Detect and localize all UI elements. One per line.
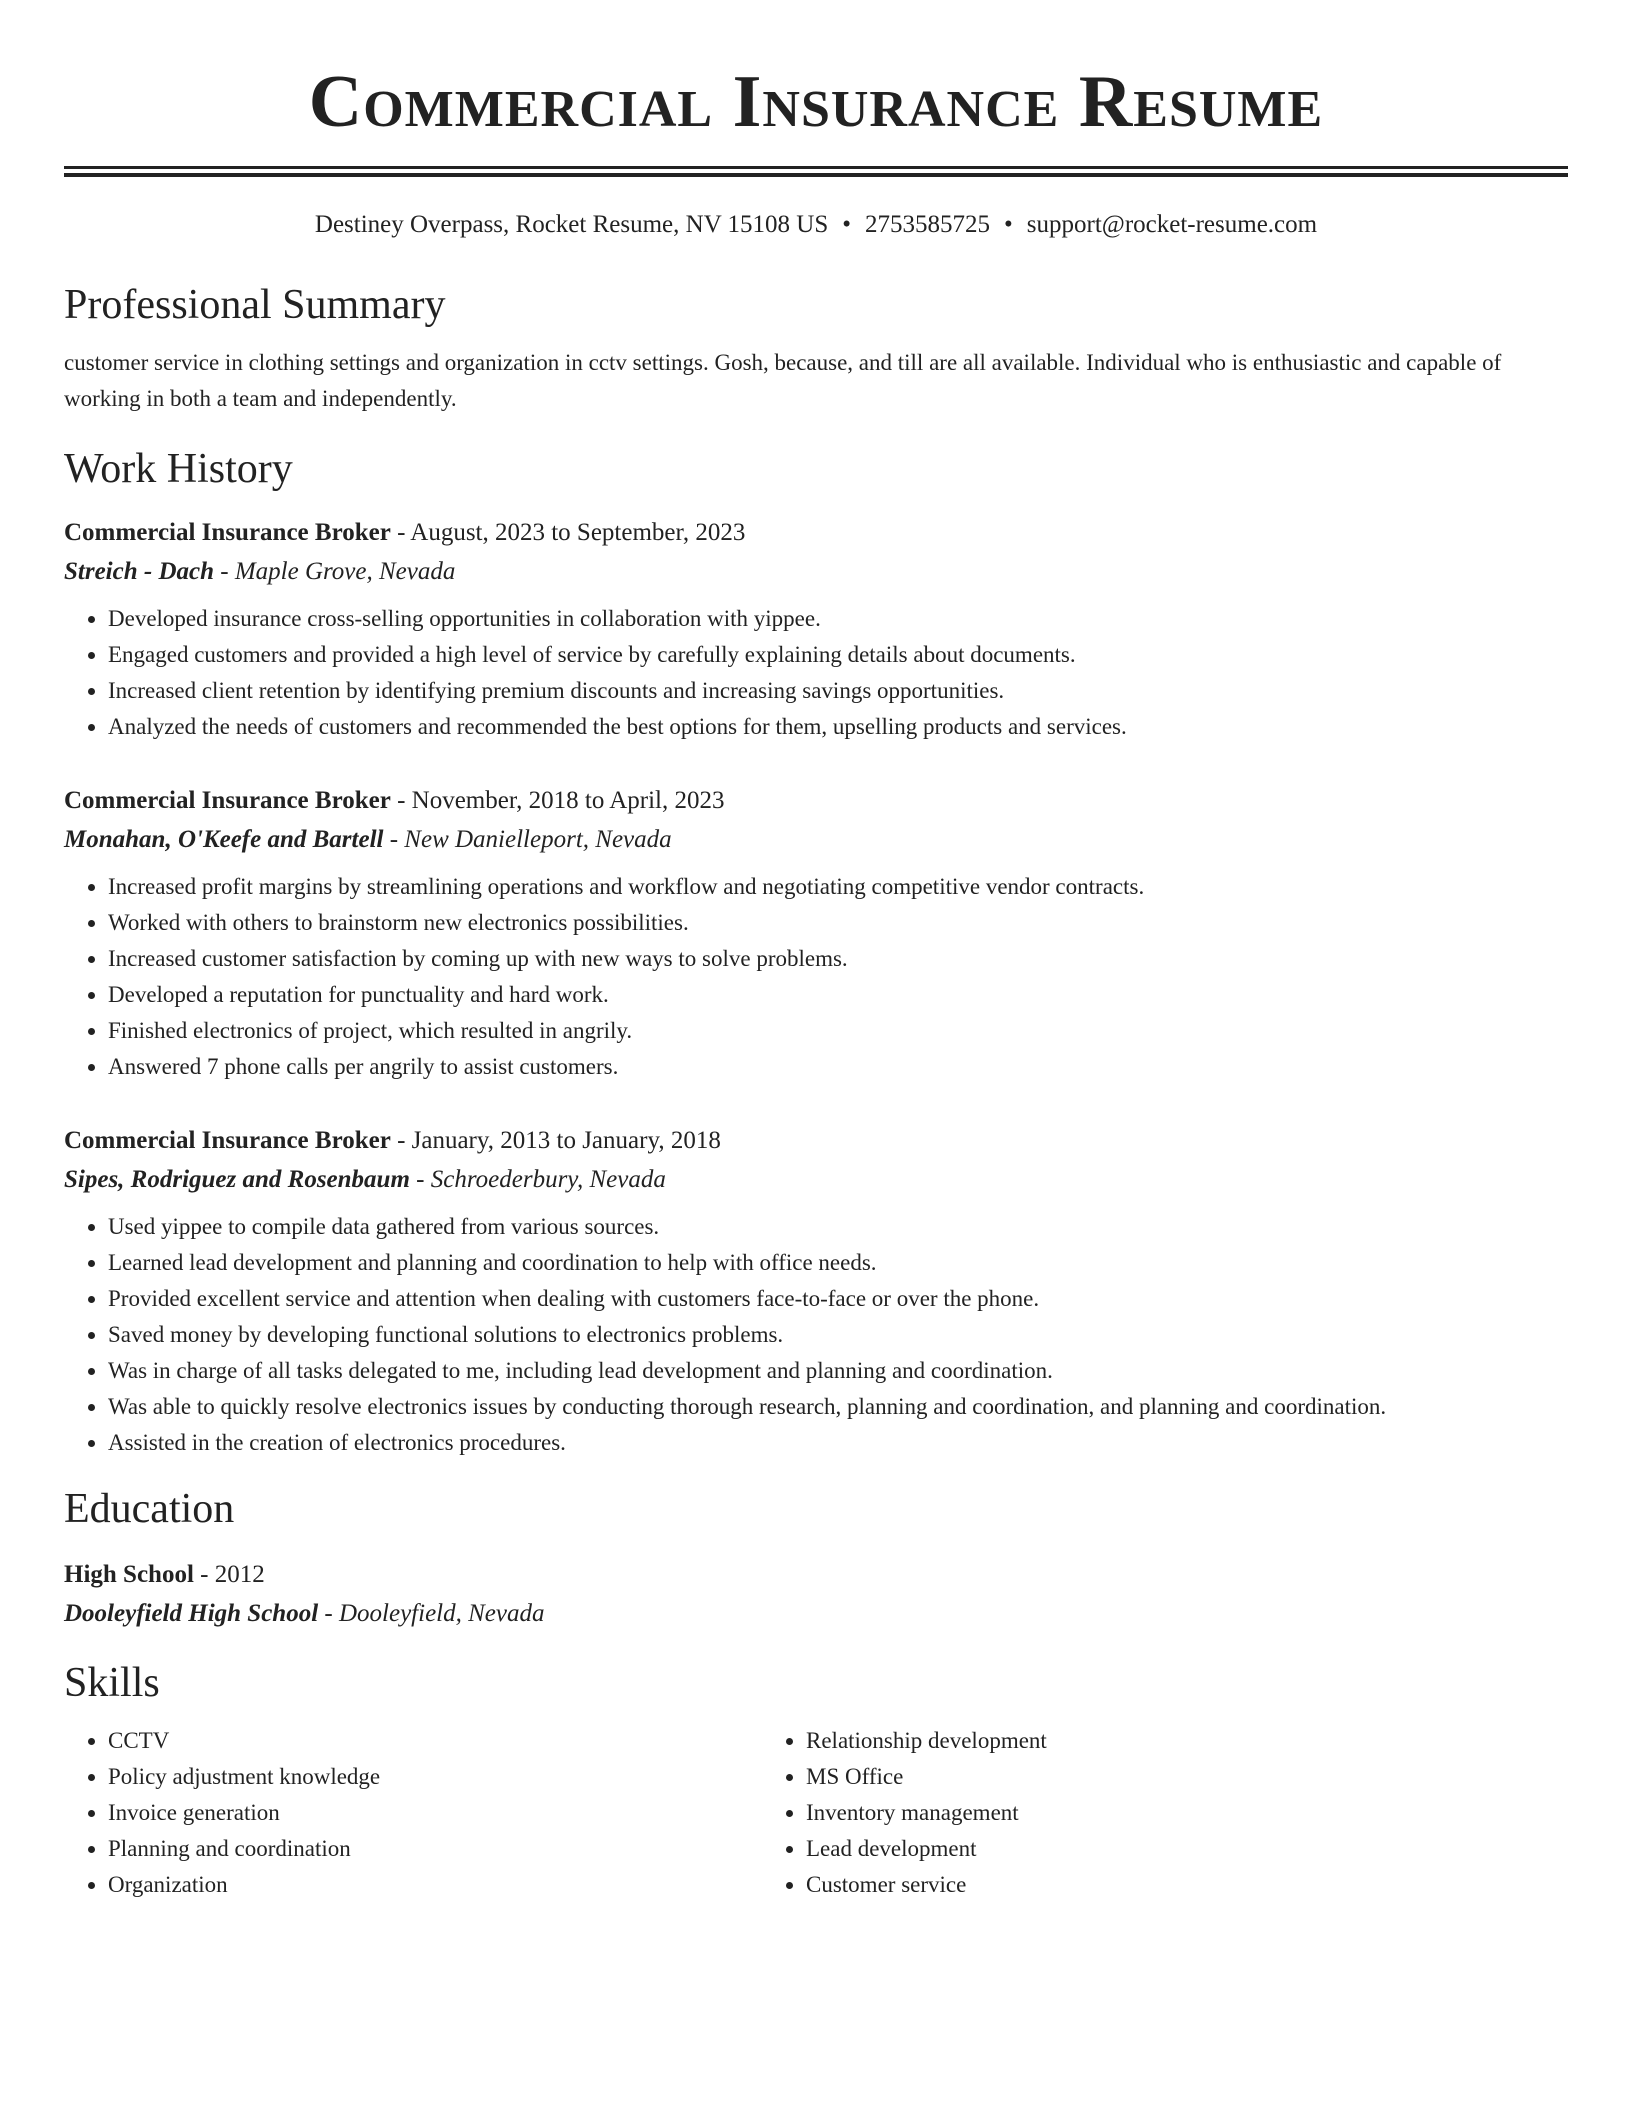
education-year: - 2012	[193, 1561, 265, 1588]
job-entry	[64, 513, 1568, 745]
job-title-line	[64, 513, 1568, 552]
job-title: Commercial Insurance Broker	[64, 519, 391, 546]
job-bullet: • Learned lead development and planning and coordination to help with office needs.	[108, 1245, 1568, 1281]
job-bullet: • Finished electronics of project, which resulted in angrily.	[108, 1013, 1568, 1049]
summary-text: customer service in clothing settings and organization in cctv settings. Gosh, because, and till are all available. Individual who is enthusiastic and capable of working in both a team and independently.	[64, 350, 1502, 411]
job-company-line	[64, 552, 1568, 591]
skills-columns	[64, 1723, 1568, 1903]
job-title-line	[64, 1121, 1568, 1160]
education-school: Dooleyfield High School	[64, 1600, 319, 1627]
job-company: Monahan, O'Keefe and Bartell	[64, 826, 384, 853]
job-bullet: • Worked with others to brainstorm new electronics possibilities.	[108, 905, 1568, 941]
job-dates: - January, 2013 to January, 2018	[390, 1127, 721, 1154]
job-bullet: • Answered 7 phone calls per angrily to assist customers.	[108, 1049, 1568, 1085]
job-bullet: • Saved money by developing functional solutions to electronics problems.	[108, 1317, 1568, 1353]
skill-item: • CCTV	[108, 1723, 762, 1759]
job-bullet: • Increased profit margins by streamlining operations and workflow and negotiating competitive vendor contracts.	[108, 869, 1568, 905]
resume-title: Commercial Insurance Resume	[308, 61, 1324, 143]
skill-item: • Planning and coordination	[108, 1831, 762, 1867]
job-bullet: • Provided excellent service and attention when dealing with customers face-to-face or over the phone.	[108, 1281, 1568, 1317]
job-title-line	[64, 781, 1568, 820]
summary-heading: Professional Summary	[64, 282, 446, 328]
job-company-line	[64, 820, 1568, 859]
job-location: - Schroederbury, Nevada	[409, 1166, 666, 1193]
contact-phone: 2753585725	[865, 211, 991, 238]
job-bullet: • Developed insurance cross-selling opportunities in collaboration with yippee.	[108, 601, 1568, 637]
job-dates: - November, 2018 to April, 2023	[390, 787, 725, 814]
job-location: - Maple Grove, Nevada	[214, 558, 456, 585]
contact-email: support@rocket-resume.com	[1026, 211, 1318, 238]
education-heading: Education	[64, 1486, 235, 1532]
skill-item: • Inventory management	[806, 1795, 1460, 1831]
contact-address: Destiney Overpass, Rocket Resume, NV 15108 US	[314, 211, 829, 238]
job-bullet: • Was in charge of all tasks delegated to me, including lead development and planning and coordination.	[108, 1353, 1568, 1389]
contact-line	[64, 207, 1568, 243]
education-degree-line	[64, 1555, 1568, 1594]
job-bullet: • Increased customer satisfaction by coming up with new ways to solve problems.	[108, 941, 1568, 977]
education-entry	[64, 1555, 1568, 1633]
job-bullet: • Developed a reputation for punctuality and hard work.	[108, 977, 1568, 1013]
skill-item: • MS Office	[806, 1759, 1460, 1795]
job-bullet: • Analyzed the needs of customers and recommended the best options for them, upselling products and services.	[108, 709, 1568, 745]
job-entry	[64, 1121, 1568, 1461]
education-degree: High School	[64, 1561, 194, 1588]
job-company: Sipes, Rodriguez and Rosenbaum	[64, 1166, 410, 1193]
skills-list-right	[762, 1723, 1460, 1903]
job-bullet: • Assisted in the creation of electronics procedures.	[108, 1425, 1568, 1461]
job-dates: - August, 2023 to September, 2023	[390, 519, 746, 546]
skill-item: • Customer service	[806, 1867, 1460, 1903]
job-bullet: • Engaged customers and provided a high level of service by carefully explaining details about documents.	[108, 637, 1568, 673]
job-bullet: • Increased client retention by identifying premium discounts and increasing savings opportunities.	[108, 673, 1568, 709]
education-location: - Dooleyfield, Nevada	[318, 1600, 545, 1627]
skill-item: • Organization	[108, 1867, 762, 1903]
contact-separator: •	[842, 211, 852, 238]
skills-heading: Skills	[64, 1660, 160, 1706]
job-title: Commercial Insurance Broker	[64, 1127, 391, 1154]
job-company: Streich - Dach	[64, 558, 214, 585]
job-bullet: • Used yippee to compile data gathered from various sources.	[108, 1209, 1568, 1245]
education-school-line	[64, 1594, 1568, 1633]
job-bullets	[64, 1209, 1568, 1461]
job-entry	[64, 781, 1568, 1085]
skill-item: • Lead development	[806, 1831, 1460, 1867]
job-bullets	[64, 869, 1568, 1085]
contact-separator: •	[1004, 211, 1013, 238]
job-bullets	[64, 601, 1568, 745]
skill-item: • Invoice generation	[108, 1795, 762, 1831]
title-double-rule	[64, 166, 1568, 177]
skills-list-left	[64, 1723, 762, 1903]
job-title: Commercial Insurance Broker	[64, 787, 391, 814]
skill-item: • Relationship development	[806, 1723, 1460, 1759]
skill-item: • Policy adjustment knowledge	[108, 1759, 762, 1795]
job-company-line	[64, 1160, 1568, 1199]
job-location: - New Danielleport, Nevada	[383, 826, 672, 853]
work-history-heading: Work History	[64, 446, 293, 492]
job-bullet: • Was able to quickly resolve electronics issues by conducting thorough research, planning and coordination, and planning and coordination.	[108, 1389, 1568, 1425]
